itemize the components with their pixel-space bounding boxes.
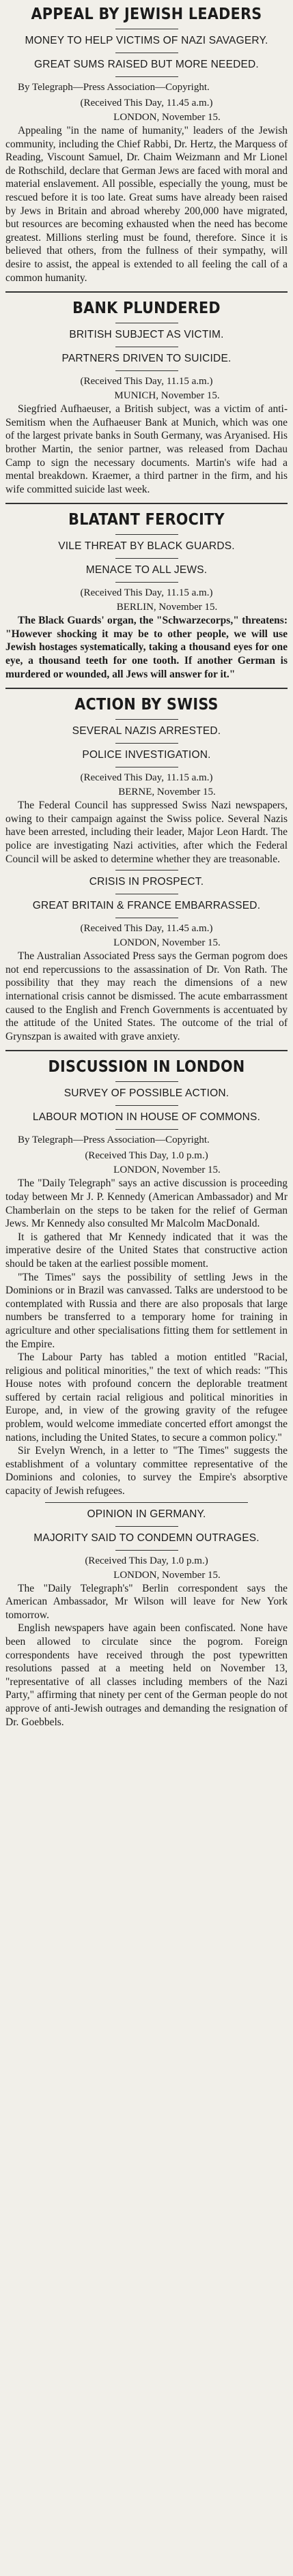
paragraph: Sir Evelyn Wrench, in a letter to "The Times" suggests the establishment of a voluntary committee representative of the Dominions and colonies, to survey the Empire's absorptive capacity of Jewish refugees. (5, 1445, 288, 1497)
received-time: (Received This Day, 11.15 a.m.) (80, 772, 213, 784)
dateline-place: BERNE, November 15. (118, 787, 216, 798)
divider (115, 1081, 178, 1082)
section-divider (5, 688, 288, 689)
paragraph: The Australian Associated Press says the German pogrom does not end repercussions to the assassination of Dr. Von Rath. The possibility that they may reach the dimensions of a new international crisis cannot be dismissed. The acute embarrassment caused to the English and French Governments is accentuated by the attitude of the United States. The outcome of the trial of Grynszpan is awaited with grave anxiety. (5, 950, 288, 1042)
divider (45, 1502, 248, 1503)
paragraph: Appealing "in the name of humanity," leaders of the Jewish community, including the Chief Rabbi, Dr. Hertz, the Marquess of Reading, Viscount Samuel, Dr. Chaim Weizmann and Mr Lionel de Rothschild, declare that German Jews are faced with moral and material enslavement. All possible, especially the young, must be rescued before it is too late. Great sums have already been raised by Jews in Britain and abroad whereby 200,000 have migrated, but resources are becoming exhausted when the need has become greatest. Millions sterling must be found, therefore. Since it is believed that others, from the fullness of their sympathy, will desire to assist, the appeal is extended to all feeling the call of a common humanity. (5, 125, 288, 284)
received-time: (Received This Day, 11.45 a.m.) (80, 98, 213, 108)
received-time: (Received This Day, 11.45 a.m.) (80, 923, 213, 935)
deck: CRISIS IN PROSPECT. (89, 876, 204, 888)
received-time: (Received This Day, 1.0 p.m.) (85, 1555, 208, 1566)
divider (115, 743, 178, 744)
paragraph: Siegfried Aufhaeuser, a British subject, was a victim of anti-Semitism when the Aufhaeuser Bank at Munich, which was one of the largest private banks in South Germany, was Aryanised. His brother Martin, the senior partner, was released from Dachau Camp to sign the necessary documents. Martin's wife had a mental breakdown. Kraemer, a third partner in the firm, and his wife committed suicide last week. (5, 403, 288, 495)
headline: BLATANT FEROCITY (68, 511, 225, 529)
received-time: (Received This Day, 11.15 a.m.) (80, 376, 213, 387)
deck: GREAT BRITAIN & FRANCE EMBARRASSED. (32, 900, 261, 912)
divider (115, 76, 178, 77)
paragraph: The Federal Council has suppressed Swiss Nazi newspapers, owing to their campaign against the Swiss police. Several Nazis have been arrested, including their leader, Major Leon Hardt. The police are investigating Nazi activities, after which the Federal Council will be asked to determine whether they are treasonable. (5, 800, 288, 865)
deck: POLICE INVESTIGATION. (82, 749, 211, 761)
dateline-place: LONDON, November 15. (113, 1569, 221, 1581)
divider (115, 1550, 178, 1551)
deck: MAJORITY SAID TO CONDEMN OUTRAGES. (33, 1532, 260, 1544)
deck: MENACE TO ALL JEWS. (85, 564, 208, 576)
deck: PARTNERS DRIVEN TO SUICIDE. (61, 353, 232, 365)
article-discussion-in-london (5, 1057, 288, 1497)
received-time: (Received This Day, 1.0 p.m.) (85, 1150, 208, 1162)
paragraph: "The Times" says the possibility of settling Jews in the Dominions or in Brazil was canvassed. Talks are understood to be contemplated with Russia and there are also proposals that large numbers be transferred to a temporary home for training in agriculture and other specialisations fitting them for settlement in the Empire. (5, 1271, 288, 1350)
byline: By Telegraph—Press Association—Copyright. (18, 1135, 210, 1146)
dateline-place: LONDON, November 15. (113, 937, 221, 949)
section-divider (5, 291, 288, 293)
dateline-place: BERLIN, November 15. (116, 602, 218, 613)
deck: SEVERAL NAZIS ARRESTED. (72, 725, 221, 737)
dateline-place: LONDON, November 15. (113, 1165, 221, 1176)
headline: DISCUSSION IN LONDON (48, 1058, 245, 1077)
deck: GREAT SUMS RAISED BUT MORE NEEDED. (34, 59, 259, 70)
dateline-place: LONDON, November 15. (113, 112, 221, 123)
divider (115, 534, 178, 535)
received-time: (Received This Day, 11.15 a.m.) (80, 587, 213, 599)
paragraph: The Black Guards' organ, the "Schwarzecorps," threatens: "However shocking it may be to other people, we will use Jewish hostages systematically, taking a thousand eyes for one eye, a thousand teeth for one tooth. If another German is murdered or wounded, all Jews will answer for it." (5, 615, 288, 680)
deck: VILE THREAT BY BLACK GUARDS. (58, 540, 235, 553)
paragraph: The Labour Party has tabled a motion entitled "Racial, religious and political minorities," the text of which reads: "This House notes with profound concern the deplorable treatment suffered by certain racial religious and political minorities in Europe, and, in view of the growing gravity of the refugee problem, would welcome immediate concerted effort amongst the nations, including the United States, to secure a common policy." (5, 1351, 288, 1444)
deck: OPINION IN GERMANY. (87, 1508, 206, 1520)
deck: BRITISH SUBJECT AS VICTIM. (69, 329, 224, 341)
divider (115, 1129, 178, 1130)
divider (115, 582, 178, 583)
deck: SURVEY OF POSSIBLE ACTION. (64, 1087, 229, 1100)
divider (115, 1526, 178, 1527)
section-divider (5, 1050, 288, 1051)
dateline-place: MUNICH, November 15. (114, 390, 220, 402)
article-blatant-ferocity (5, 510, 288, 681)
divider (115, 370, 178, 371)
newspaper-column (5, 0, 288, 1729)
deck: LABOUR MOTION IN HOUSE OF COMMONS. (32, 1111, 261, 1124)
headline: APPEAL BY JEWISH LEADERS (31, 5, 262, 23)
divider (115, 719, 178, 720)
article-jewish-leaders-appeal (5, 4, 288, 284)
section-divider (5, 503, 288, 504)
headline: BANK PLUNDERED (72, 299, 221, 318)
paragraph: It is gathered that Mr Kennedy indicated that it was the imperative desire of the United States that constructive action should be taken at the earliest possible moment. (5, 1231, 288, 1270)
article-bank-plundered (5, 298, 288, 496)
article-action-by-swiss (5, 694, 288, 1043)
divider (115, 558, 178, 559)
paragraph: English newspapers have again been confiscated. None have been allowed to circulate since the pogrom. Foreign correspondents have received through the post typewritten resolutions passed at a meeting held on November 13, "representative of all classes including members of the Nazi Party," affirming that ninety per cent of the German people do not approve of anti-Jewish outrages and demanding the resignation of Dr. Goebbels. (5, 1622, 288, 1728)
divider (115, 1105, 178, 1106)
deck: MONEY TO HELP VICTIMS OF NAZI SAVAGERY. (25, 35, 268, 46)
paragraph: The "Daily Telegraph" says an active discussion is proceeding today between Mr J. P. Kennedy (American Ambassador) and Mr Chamberlain on the steps to be taken for the relief of German Jews. Mr Kennedy also consulted Mr Malcolm MacDonald. (5, 1177, 288, 1230)
article-opinion-in-germany (5, 1508, 288, 1729)
paragraph: The "Daily Telegraph's" Berlin correspondent says the American Ambassador, Mr Wilson will leave for New York tomorrow. (5, 1582, 288, 1621)
byline: By Telegraph—Press Association—Copyright. (18, 82, 210, 93)
headline: ACTION BY SWISS (74, 696, 219, 714)
